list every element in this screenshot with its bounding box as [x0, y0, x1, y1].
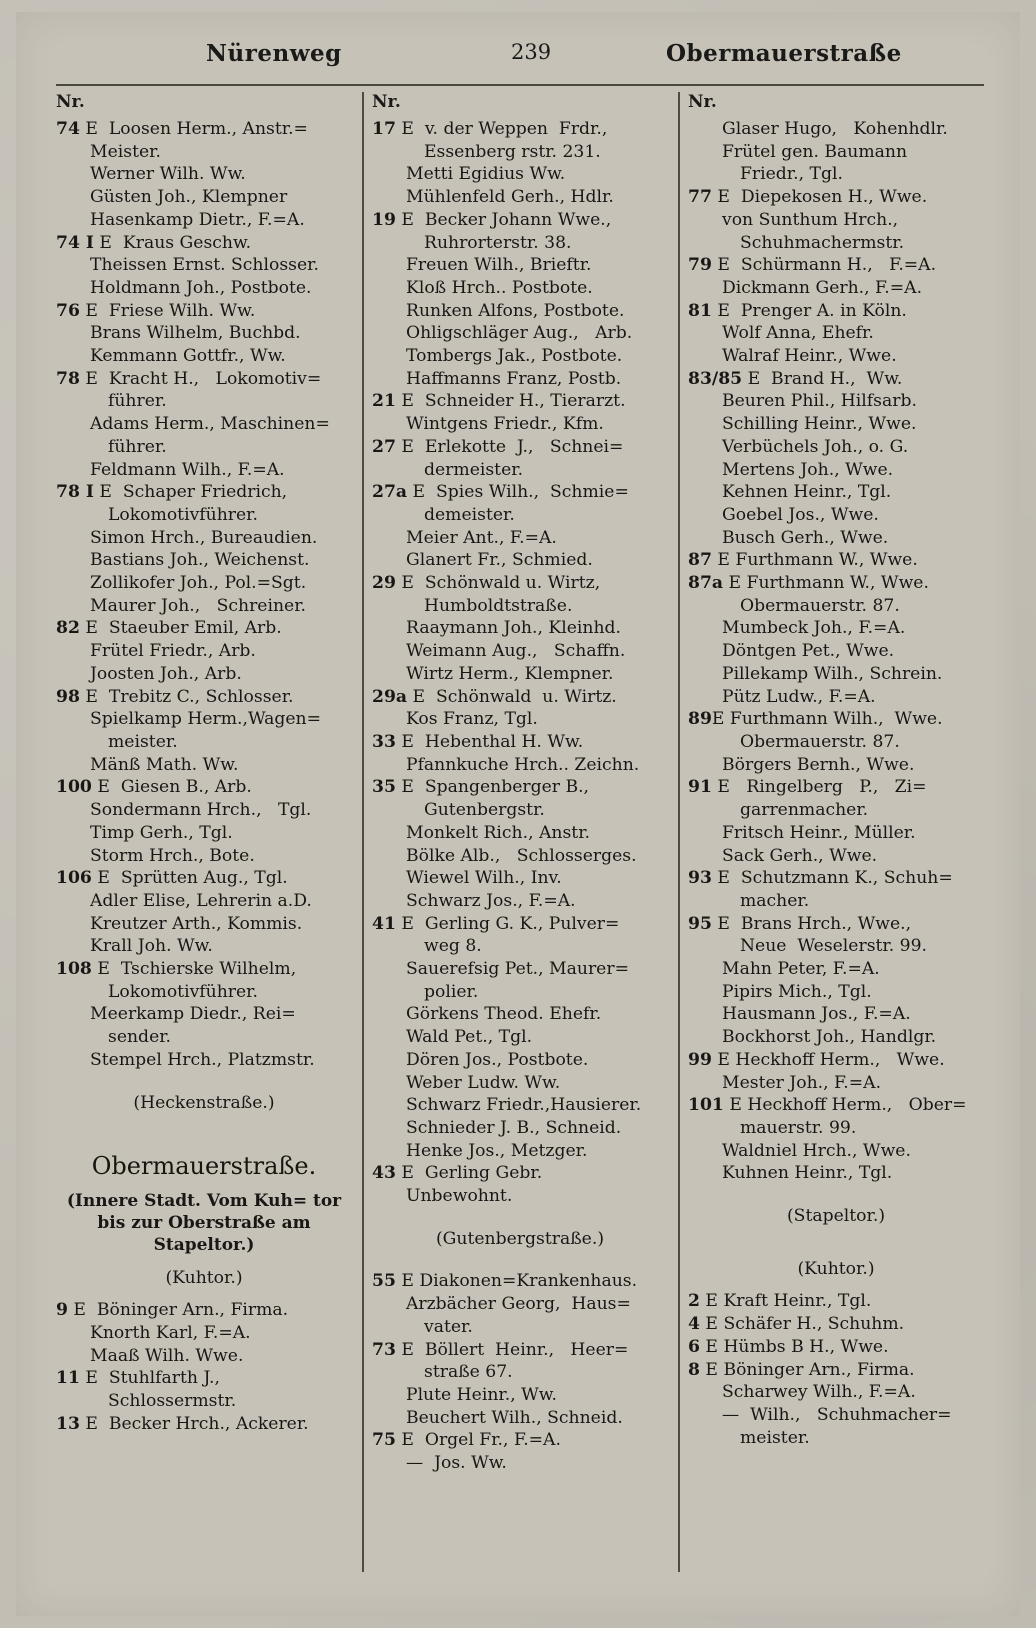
entry: meister.: [740, 1427, 810, 1448]
entry: 2 E Kraft Heinr., Tgl.: [688, 1291, 872, 1312]
entry: 108 E Tschierske Wilhelm,: [56, 959, 297, 980]
entry: Börgers Bernh., Wwe.: [722, 754, 915, 775]
entry: Plute Heinr., Ww.: [406, 1384, 557, 1405]
entry: — Jos. Ww.: [406, 1453, 507, 1474]
entry: 19 E Becker Johann Wwe.,: [372, 209, 612, 230]
page-header: [56, 40, 986, 80]
entry: 87 E Furthmann W., Wwe.: [688, 550, 918, 571]
entry: Stempel Hrch., Platzmstr.: [90, 1049, 315, 1070]
street-note: (Stapeltor.): [786, 1206, 886, 1227]
column-2-nr-label: Nr.: [372, 92, 401, 112]
entry: Sauerefsig Pet., Maurer=: [406, 959, 629, 980]
entry: Theissen Ernst. Schlosser.: [90, 255, 319, 276]
entry: Schwarz Friedr.,Hausierer.: [406, 1095, 642, 1116]
entry: führer.: [108, 436, 167, 457]
entry: Weimann Aug., Schaffn.: [406, 641, 626, 662]
entry: 91 E Ringelberg P., Zi=: [688, 777, 927, 798]
entry: Mühlenfeld Gerh., Hdlr.: [406, 187, 614, 208]
entry: 79 E Schürmann H., F.=A.: [688, 255, 937, 276]
entry: Kloß Hrch.. Postbote.: [406, 277, 593, 298]
entry: Henke Jos., Metzger.: [406, 1140, 588, 1161]
entry: Simon Hrch., Bureaudien.: [90, 527, 318, 548]
entry: 83/85 E Brand H., Ww.: [688, 368, 903, 389]
entry: 41 E Gerling G. K., Pulver=: [372, 913, 620, 934]
entry: Obermauerstr. 87.: [740, 731, 900, 752]
entry: demeister.: [424, 504, 515, 525]
entry: Feldmann Wilh., F.=A.: [90, 459, 285, 480]
entry: 98 E Trebitz C., Schlosser.: [56, 686, 294, 707]
entry: Bockhorst Joh., Handlgr.: [722, 1027, 937, 1048]
entry: Mänß Math. Ww.: [90, 754, 239, 775]
entry: Tombergs Jak., Postbote.: [406, 346, 623, 367]
entry: 95 E Brans Hrch., Wwe.,: [688, 913, 912, 934]
entry: Wolf Anna, Ehefr.: [722, 323, 874, 344]
entry: 4 E Schäfer H., Schuhm.: [688, 1314, 905, 1335]
entry: 93 E Schutzmann K., Schuh=: [688, 868, 953, 889]
entry: Dören Jos., Postbote.: [406, 1049, 589, 1070]
entry: Waldniel Hrch., Wwe.: [722, 1140, 911, 1161]
entry: Essenberg rstr. 231.: [424, 141, 601, 162]
entry: Gutenbergstr.: [424, 800, 545, 821]
entry: 74 I E Kraus Geschw.: [56, 232, 252, 253]
entry: Pillekamp Wilh., Schrein.: [722, 663, 943, 684]
entry: Haffmanns Franz, Postb.: [406, 368, 622, 389]
column-3: [688, 92, 984, 1592]
entry: 35 E Spangenberger B.,: [372, 777, 589, 798]
entry: Unbewohnt.: [406, 1186, 513, 1207]
entry: 75 E Orgel Fr., F.=A.: [372, 1430, 561, 1451]
column-2: [372, 92, 668, 1592]
entry: sender.: [108, 1027, 172, 1048]
entry: 74 E Loosen Herm., Anstr.=: [56, 119, 308, 139]
entry: 6 E Hümbs B H., Wwe.: [688, 1336, 889, 1357]
entry: Goebel Jos., Wwe.: [722, 504, 879, 525]
entry: Metti Egidius Ww.: [406, 164, 566, 185]
entry: Beuchert Wilh., Schneid.: [406, 1407, 623, 1428]
column-1-entries: [56, 118, 352, 1072]
columns-container: [56, 92, 986, 1592]
entry: Hasenkamp Dietr., F.=A.: [90, 209, 305, 230]
entry: Döntgen Pet., Wwe.: [722, 641, 895, 662]
entry: 43 E Gerling Gebr.: [372, 1163, 543, 1184]
entry: 106 E Sprütten Aug., Tgl.: [56, 868, 288, 889]
column-1: [56, 92, 352, 1592]
entry: Ohligschläger Aug., Arb.: [406, 323, 633, 344]
column-1-nr-label: Nr.: [56, 92, 85, 112]
entry: Freuen Wilh., Brieftr.: [406, 255, 592, 276]
entry: Wiewel Wilh., Inv.: [406, 868, 562, 889]
entry: polier.: [424, 981, 479, 1002]
entry: Meier Ant., F.=A.: [406, 527, 557, 548]
section-note: (Innere Stadt. Vom Kuh= tor bis zur Oberstraße am Stapeltor.): [66, 1191, 342, 1256]
entry: macher.: [740, 890, 810, 911]
entry: Schnieder J. B., Schneid.: [406, 1117, 622, 1138]
entry: 8 E Böninger Arn., Firma.: [688, 1359, 915, 1380]
entry: 11 E Stuhlfarth J.,: [56, 1368, 220, 1389]
entry: 29 E Schönwald u. Wirtz,: [372, 573, 601, 594]
entry: Friedr., Tgl.: [740, 164, 843, 185]
entry: Lokomotivführer.: [108, 981, 258, 1002]
entry: 73 E Böllert Heinr., Heer=: [372, 1339, 629, 1360]
entry: Adler Elise, Lehrerin a.D.: [90, 890, 312, 911]
entry: straße 67.: [424, 1362, 513, 1383]
entry: 9 E Böninger Arn., Firma.: [56, 1300, 289, 1321]
entry: Werner Wilh. Ww.: [90, 164, 246, 185]
entry: 82 E Staeuber Emil, Arb.: [56, 618, 282, 639]
entry: Pütz Ludw., F.=A.: [722, 686, 876, 707]
entry: Ruhrorterstr. 38.: [424, 232, 572, 253]
entry: 13 E Becker Hrch., Ackerer.: [56, 1413, 309, 1434]
street-note: (Heckenstraße.): [133, 1092, 275, 1113]
entry: 17 E v. der Weppen Frdr.,: [372, 119, 608, 139]
entry: Schuhmachermstr.: [740, 232, 905, 253]
entry: Adams Herm., Maschinen=: [90, 414, 330, 435]
entry: Weber Ludw. Ww.: [406, 1072, 561, 1093]
entry: Meister.: [90, 141, 161, 162]
entry: 89E Furthmann Wilh., Wwe.: [688, 709, 943, 730]
street-note: (Kuhtor.): [165, 1267, 243, 1288]
column-3-nr-label: Nr.: [688, 92, 717, 112]
entry: Schwarz Jos., F.=A.: [406, 890, 576, 911]
entry: Mertens Joh., Wwe.: [722, 459, 894, 480]
entry: vater.: [424, 1316, 473, 1337]
column-divider-1: [362, 92, 364, 1572]
column-3-entries: [688, 118, 984, 1185]
entry: 76 E Friese Wilh. Ww.: [56, 300, 256, 321]
entry: 87a E Furthmann W., Wwe.: [688, 573, 929, 594]
entry: garrenmacher.: [740, 800, 869, 821]
entry: Storm Hrch., Bote.: [90, 845, 255, 866]
entry: Brans Wilhelm, Buchbd.: [90, 323, 301, 344]
entry: Mester Joh., F.=A.: [722, 1072, 882, 1093]
column-2-entries: [372, 118, 668, 1208]
entry: meister.: [108, 731, 178, 752]
entry: Lokomotivführer.: [108, 504, 258, 525]
entry: 29a E Schönwald u. Wirtz.: [372, 686, 617, 707]
entry: Maurer Joh., Schreiner.: [90, 595, 306, 616]
entry: Hausmann Jos., F.=A.: [722, 1004, 911, 1025]
page-number: 239: [511, 40, 552, 64]
entry: weg 8.: [424, 936, 482, 957]
entry: dermeister.: [424, 459, 524, 480]
entry: Fritsch Heinr., Müller.: [722, 822, 916, 843]
entry: Timp Gerh., Tgl.: [90, 822, 233, 843]
entry: Maaß Wilh. Wwe.: [90, 1345, 244, 1366]
entry: Wirtz Herm., Klempner.: [406, 663, 614, 684]
entry: Joosten Joh., Arb.: [90, 663, 242, 684]
entry: Busch Gerh., Wwe.: [722, 527, 889, 548]
entry: 99 E Heckhoff Herm., Wwe.: [688, 1049, 945, 1070]
directory-page: [16, 12, 1020, 1616]
entry: Pipirs Mich., Tgl.: [722, 981, 872, 1002]
entry: Raaymann Joh., Kleinhd.: [406, 618, 621, 639]
entry: Kemmann Gottfr., Ww.: [90, 346, 286, 367]
entry: Zollikofer Joh., Pol.=Sgt.: [90, 573, 307, 594]
entry: Krall Joh. Ww.: [90, 936, 213, 957]
entry: Bölke Alb., Schlosserges.: [406, 845, 637, 866]
entry: Beuren Phil., Hilfsarb.: [722, 391, 917, 412]
entry: 33 E Hebenthal H. Ww.: [372, 731, 584, 752]
entry: Wald Pet., Tgl.: [406, 1027, 533, 1048]
column-2-tail-entries: [372, 1270, 668, 1474]
header-rule: [56, 84, 984, 86]
entry: Verbüchels Joh., o. G.: [722, 436, 909, 457]
entry: 78 I E Schaper Friedrich,: [56, 482, 288, 503]
entry: führer.: [108, 391, 167, 412]
entry: Dickmann Gerh., F.=A.: [722, 277, 923, 298]
entry: Kuhnen Heinr., Tgl.: [722, 1163, 893, 1184]
column-3-tail-entries: [688, 1290, 984, 1449]
entry: Holdmann Joh., Postbote.: [90, 277, 312, 298]
header-left-title: Nürenweg: [206, 40, 342, 67]
street-note: (Kuhtor.): [797, 1258, 875, 1279]
entry: 77 E Diepekosen H., Wwe.: [688, 187, 928, 208]
entry: Görkens Theod. Ehefr.: [406, 1004, 602, 1025]
entry: Schlossermstr.: [108, 1391, 237, 1412]
entry: Meerkamp Diedr., Rei=: [90, 1004, 296, 1025]
entry: Mumbeck Joh., F.=A.: [722, 618, 906, 639]
entry: Wintgens Friedr., Kfm.: [406, 414, 604, 435]
entry: Bastians Joh., Weichenst.: [90, 550, 310, 571]
entry: 101 E Heckhoff Herm., Ober=: [688, 1095, 967, 1116]
entry: Scharwey Wilh., F.=A.: [722, 1382, 916, 1403]
entry: 100 E Giesen B., Arb.: [56, 777, 252, 798]
street-note: (Gutenbergstraße.): [435, 1228, 605, 1249]
entry: Sack Gerh., Wwe.: [722, 845, 878, 866]
entry: Kos Franz, Tgl.: [406, 709, 538, 730]
column-divider-2: [678, 92, 680, 1572]
entry: Frütel Friedr., Arb.: [90, 641, 256, 662]
entry: Schilling Heinr., Wwe.: [722, 414, 917, 435]
entry: 21 E Schneider H., Tierarzt.: [372, 391, 626, 412]
entry: Spielkamp Herm.,Wagen=: [90, 709, 322, 730]
entry: 81 E Prenger A. in Köln.: [688, 300, 907, 321]
entry: 27a E Spies Wilh., Schmie=: [372, 482, 629, 503]
entry: Runken Alfons, Postbote.: [406, 300, 625, 321]
entry: Neue Weselerstr. 99.: [740, 936, 928, 957]
entry: Walraf Heinr., Wwe.: [722, 346, 897, 367]
entry: Arzbächer Georg, Haus=: [406, 1294, 631, 1315]
section-title: Obermauerstraße.: [91, 1152, 317, 1181]
entry: Knorth Karl, F.=A.: [90, 1322, 251, 1343]
entry: von Sunthum Hrch.,: [722, 209, 899, 230]
entry: Pfannkuche Hrch.. Zeichn.: [406, 754, 640, 775]
entry: mauerstr. 99.: [740, 1117, 857, 1138]
entry: Güsten Joh., Klempner: [90, 187, 288, 208]
entry: 55 E Diakonen=Krankenhaus.: [372, 1271, 638, 1292]
entry: Monkelt Rich., Anstr.: [406, 822, 590, 843]
entry: Kreutzer Arth., Kommis.: [90, 913, 303, 934]
entry: — Wilh., Schuhmacher=: [722, 1404, 952, 1425]
entry: Glanert Fr., Schmied.: [406, 550, 593, 571]
entry: Sondermann Hrch., Tgl.: [90, 800, 312, 821]
entry: Frütel gen. Baumann: [722, 141, 908, 162]
column-1-tail-entries: [56, 1299, 352, 1435]
header-right-title: Obermauerstraße: [666, 40, 902, 67]
entry: 78 E Kracht H., Lokomotiv=: [56, 368, 322, 389]
entry: Glaser Hugo, Kohenhdlr.: [722, 119, 948, 139]
entry: Humboldtstraße.: [424, 595, 573, 616]
entry: Kehnen Heinr., Tgl.: [722, 482, 892, 503]
entry: Obermauerstr. 87.: [740, 595, 900, 616]
entry: Mahn Peter, F.=A.: [722, 959, 880, 980]
entry: 27 E Erlekotte J., Schnei=: [372, 436, 624, 457]
